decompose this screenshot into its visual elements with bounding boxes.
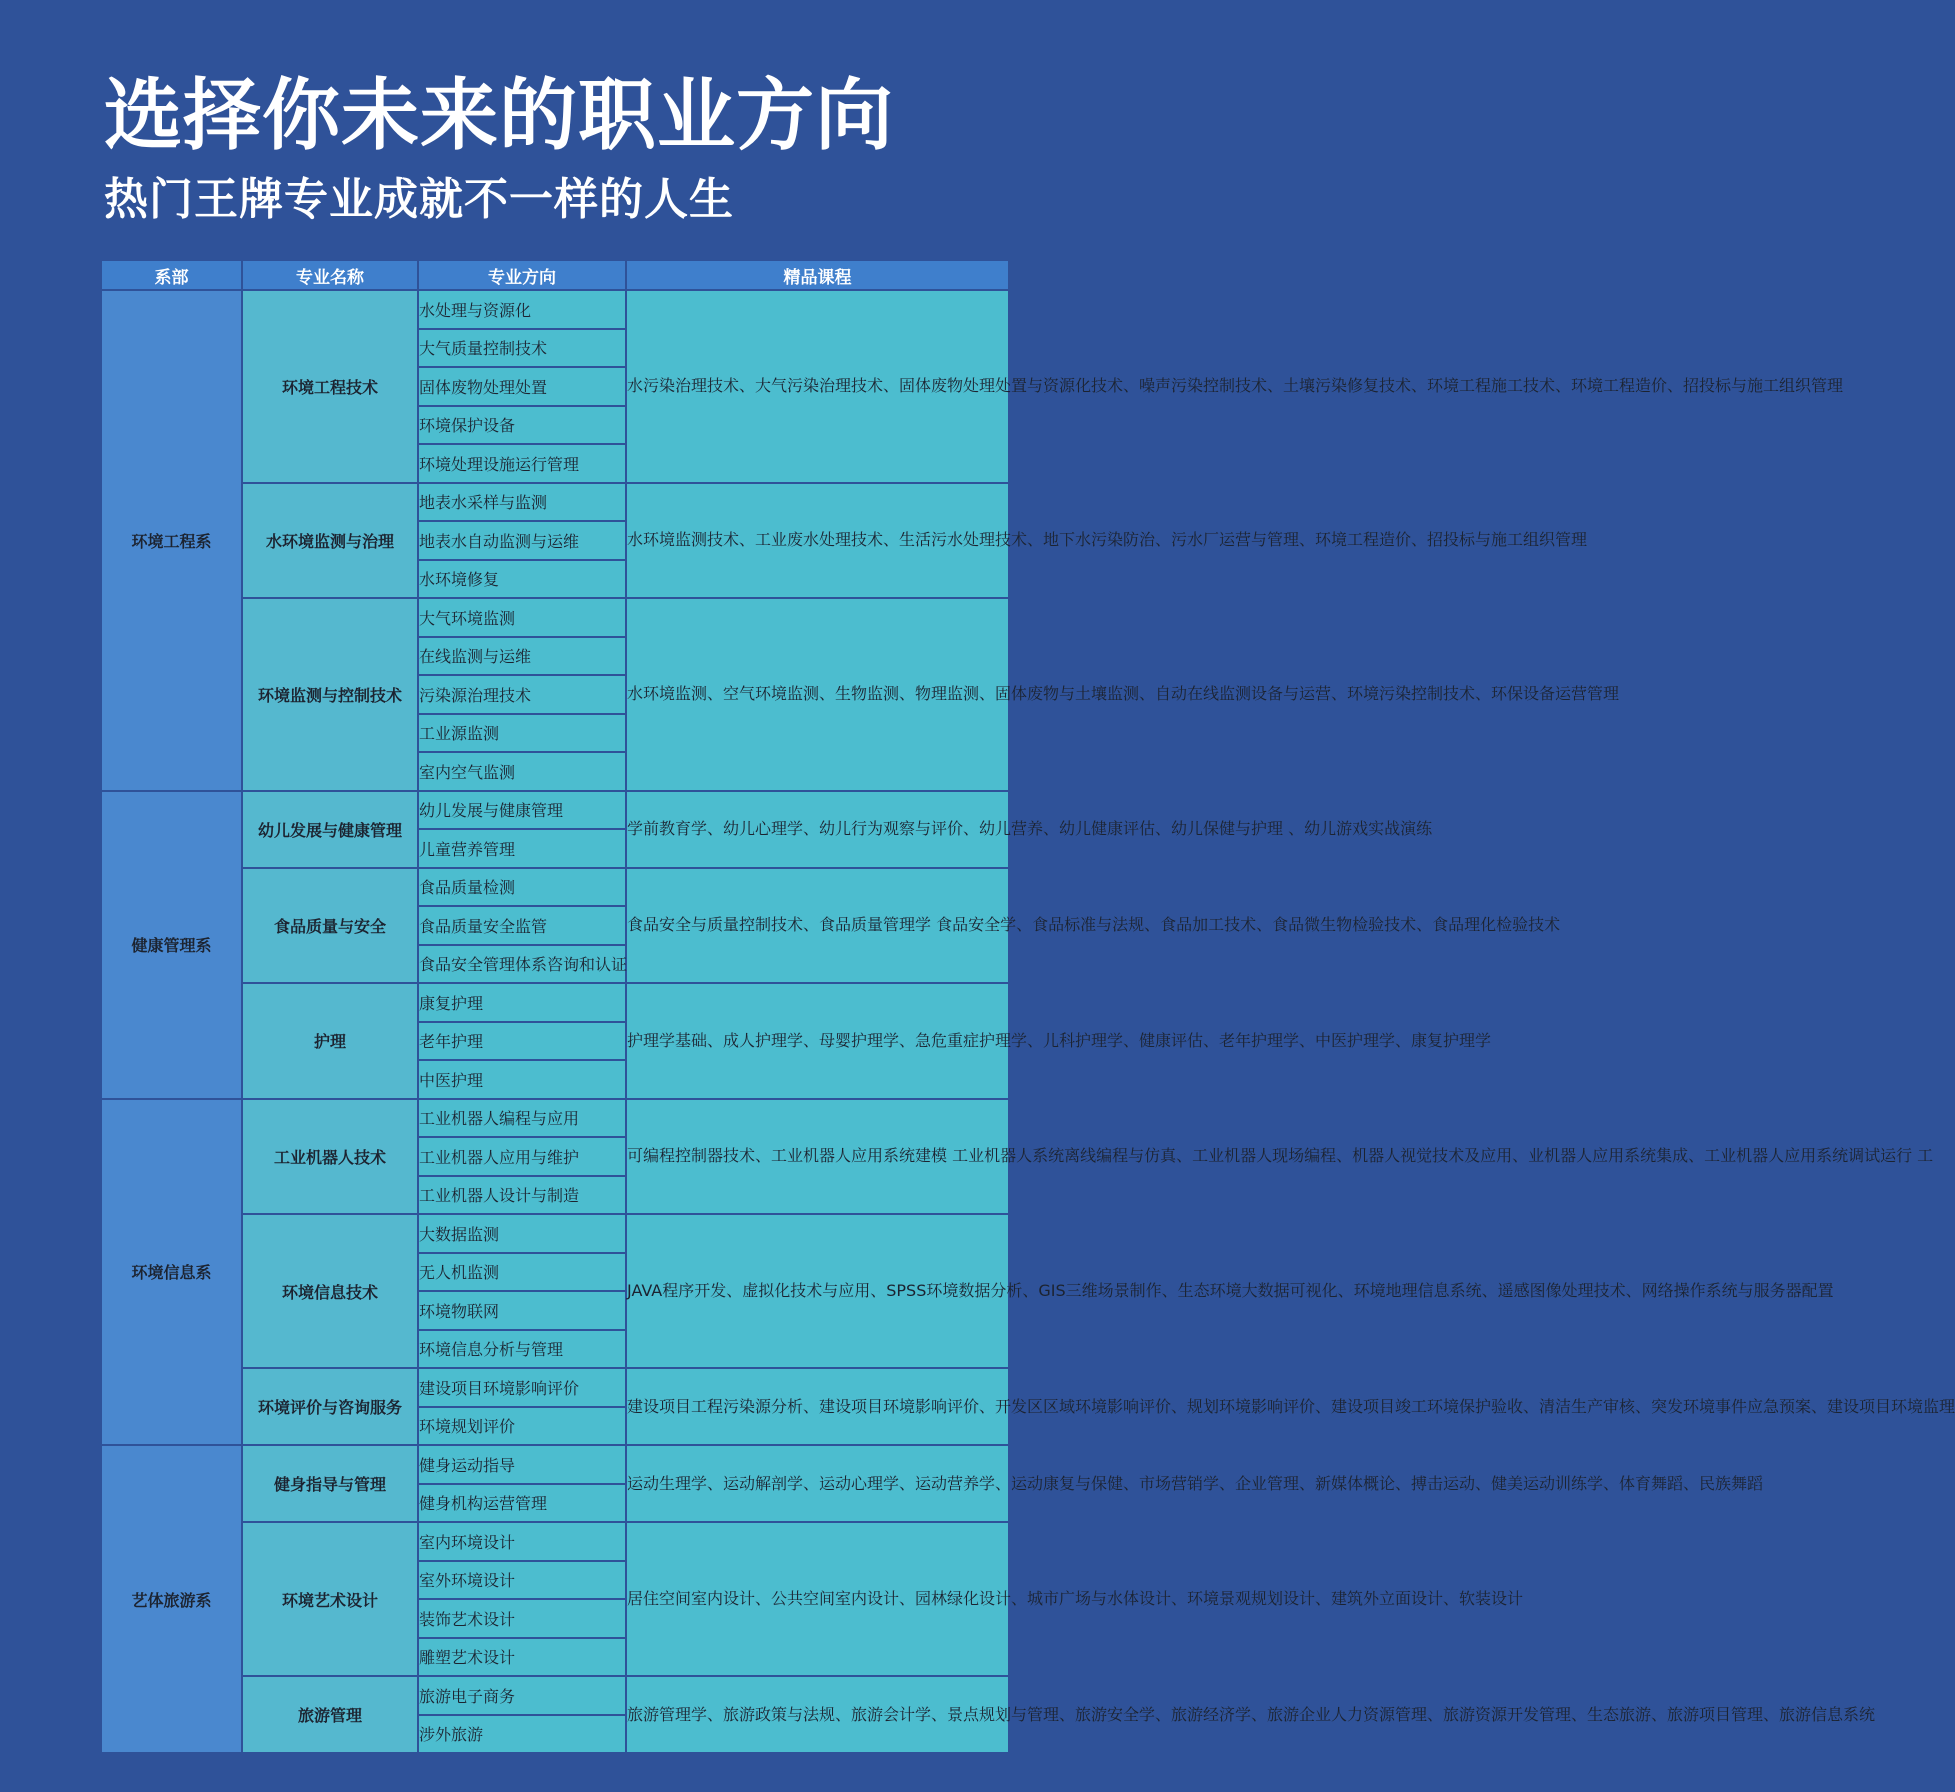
courses-cell: 运动生理学、运动解剖学、运动心理学、运动营养学、运动康复与保健、市场营销学、企业管理、新媒体概论、搏击运动、健美运动训练学、体育舞蹈、民族舞蹈 bbox=[627, 1446, 1008, 1521]
major-cell: 旅游管理 bbox=[243, 1677, 417, 1752]
major-cell: 健身指导与管理 bbox=[243, 1446, 417, 1521]
direction-cell-highlighted: 污染源治理技术 bbox=[419, 676, 625, 713]
courses-cell: 建设项目工程污染源分析、建设项目环境影响评价、开发区区域环境影响评价、规划环境影响评价、建设项目竣工环境保护验收、清洁生产审核、突发环境事件应急预案、建设项目环境监理 bbox=[627, 1369, 1008, 1444]
courses-cell: 护理学基础、成人护理学、母婴护理学、急危重症护理学、儿科护理学、健康评估、老年护理学、中医护理学、康复护理学 bbox=[627, 984, 1008, 1098]
direction-cell-highlighted: 工业机器人编程与应用 bbox=[419, 1100, 625, 1137]
direction-cell: 环境规划评价 bbox=[419, 1408, 625, 1445]
courses-cell: 水环境监测、空气环境监测、生物监测、物理监测、固体废物与土壤监测、自动在线监测设备与运营、环境污染控制技术、环保设备运营管理 bbox=[627, 599, 1008, 790]
direction-cell: 食品质量安全监管 bbox=[419, 907, 625, 944]
courses-cell: JAVA程序开发、虚拟化技术与应用、SPSS环境数据分析、GIS三维场景制作、生态环境大数据可视化、环境地理信息系统、遥感图像处理技术、网络操作系统与服务器配置 bbox=[627, 1215, 1008, 1367]
direction-cell: 无人机监测 bbox=[419, 1254, 625, 1291]
direction-cell-highlighted: 健身运动指导 bbox=[419, 1446, 625, 1483]
direction-cell-highlighted: 康复护理 bbox=[419, 984, 625, 1021]
courses-cell: 食品安全与质量控制技术、食品质量管理学 食品安全学、食品标准与法规、食品加工技术、食品微生物检验技术、食品理化检验技术 bbox=[627, 869, 1008, 983]
direction-cell: 室外环境设计 bbox=[419, 1562, 625, 1599]
direction-cell-highlighted: 室内环境设计 bbox=[419, 1523, 625, 1560]
direction-cell: 大气质量控制技术 bbox=[419, 330, 625, 367]
courses-cell: 水污染治理技术、大气污染治理技术、固体废物处理处置与资源化技术、噪声污染控制技术、土壤污染修复技术、环境工程施工技术、环境工程造价、招投标与施工组织管理 bbox=[627, 291, 1008, 482]
courses-cell: 可编程控制器技术、工业机器人应用系统建模 工业机器人系统离线编程与仿真、工业机器人现场编程、机器人视觉技术及应用、业机器人应用系统集成、工业机器人应用系统调试运行 工 bbox=[627, 1100, 1008, 1214]
direction-cell-highlighted: 大数据监测 bbox=[419, 1215, 625, 1252]
header-direction: 专业方向 bbox=[419, 261, 625, 289]
majors-table bbox=[100, 259, 1955, 1754]
direction-cell: 环境物联网 bbox=[419, 1292, 625, 1329]
direction-cell: 老年护理 bbox=[419, 1023, 625, 1060]
major-cell: 水环境监测与治理 bbox=[243, 484, 417, 598]
table-header-row bbox=[102, 261, 1008, 289]
major-cell: 护理 bbox=[243, 984, 417, 1098]
department-cell: 环境信息系 bbox=[102, 1100, 241, 1445]
direction-cell: 水环境修复 bbox=[419, 561, 625, 598]
direction-cell-highlighted: 建设项目环境影响评价 bbox=[419, 1369, 625, 1406]
direction-cell-highlighted: 食品质量检测 bbox=[419, 869, 625, 906]
major-cell: 环境艺术设计 bbox=[243, 1523, 417, 1675]
direction-cell-highlighted: 地表水采样与监测 bbox=[419, 484, 625, 521]
direction-cell: 健身机构运营管理 bbox=[419, 1485, 625, 1522]
direction-cell: 在线监测与运维 bbox=[419, 638, 625, 675]
page-subtitle: 热门王牌专业成就不一样的人生 bbox=[104, 174, 734, 225]
direction-cell: 大气环境监测 bbox=[419, 599, 625, 636]
direction-cell: 水处理与资源化 bbox=[419, 291, 625, 328]
courses-cell: 水环境监测技术、工业废水处理技术、生活污水处理技术、地下水污染防治、污水厂运营与管理、环境工程造价、招投标与施工组织管理 bbox=[627, 484, 1008, 598]
courses-cell: 旅游管理学、旅游政策与法规、旅游会计学、景点规划与管理、旅游安全学、旅游经济学、旅游企业人力资源管理、旅游资源开发管理、生态旅游、旅游项目管理、旅游信息系统 bbox=[627, 1677, 1008, 1752]
direction-cell: 环境信息分析与管理 bbox=[419, 1331, 625, 1368]
header-major: 专业名称 bbox=[243, 261, 417, 289]
direction-cell-highlighted: 幼儿发展与健康管理 bbox=[419, 792, 625, 829]
major-cell: 食品质量与安全 bbox=[243, 869, 417, 983]
direction-cell: 中医护理 bbox=[419, 1061, 625, 1098]
major-cell: 幼儿发展与健康管理 bbox=[243, 792, 417, 867]
major-cell: 工业机器人技术 bbox=[243, 1100, 417, 1214]
table-row bbox=[102, 1446, 1008, 1483]
direction-cell: 固体废物处理处置 bbox=[419, 368, 625, 405]
major-cell: 环境监测与控制技术 bbox=[243, 599, 417, 790]
table-row bbox=[102, 792, 1008, 829]
department-cell: 艺体旅游系 bbox=[102, 1446, 241, 1752]
courses-cell: 居住空间室内设计、公共空间室内设计、园林绿化设计、城市广场与水体设计、环境景观规划设计、建筑外立面设计、软装设计 bbox=[627, 1523, 1008, 1675]
direction-cell: 室内空气监测 bbox=[419, 753, 625, 790]
courses-cell: 学前教育学、幼儿心理学、幼儿行为观察与评价、幼儿营养、幼儿健康评估、幼儿保健与护理 、幼儿游戏实战演练 bbox=[627, 792, 1008, 867]
direction-cell: 雕塑艺术设计 bbox=[419, 1639, 625, 1676]
direction-cell: 涉外旅游 bbox=[419, 1716, 625, 1753]
direction-cell: 儿童营养管理 bbox=[419, 830, 625, 867]
table-row bbox=[102, 291, 1008, 328]
header-department: 系部 bbox=[102, 261, 241, 289]
direction-cell: 装饰艺术设计 bbox=[419, 1600, 625, 1637]
page-title: 选择你未来的职业方向 bbox=[104, 71, 895, 161]
header-courses: 精品课程 bbox=[627, 261, 1008, 289]
direction-cell: 环境处理设施运行管理 bbox=[419, 445, 625, 482]
direction-cell: 工业机器人应用与维护 bbox=[419, 1138, 625, 1175]
department-cell: 环境工程系 bbox=[102, 291, 241, 790]
major-cell: 环境评价与咨询服务 bbox=[243, 1369, 417, 1444]
major-cell: 环境工程技术 bbox=[243, 291, 417, 482]
direction-cell-highlighted: 环境保护设备 bbox=[419, 407, 625, 444]
major-cell: 环境信息技术 bbox=[243, 1215, 417, 1367]
direction-cell-highlighted: 旅游电子商务 bbox=[419, 1677, 625, 1714]
direction-cell: 工业源监测 bbox=[419, 715, 625, 752]
direction-cell: 工业机器人设计与制造 bbox=[419, 1177, 625, 1214]
direction-cell: 地表水自动监测与运维 bbox=[419, 522, 625, 559]
direction-cell: 食品安全管理体系咨询和认证 bbox=[419, 946, 625, 983]
department-cell: 健康管理系 bbox=[102, 792, 241, 1098]
table-row bbox=[102, 1100, 1008, 1137]
